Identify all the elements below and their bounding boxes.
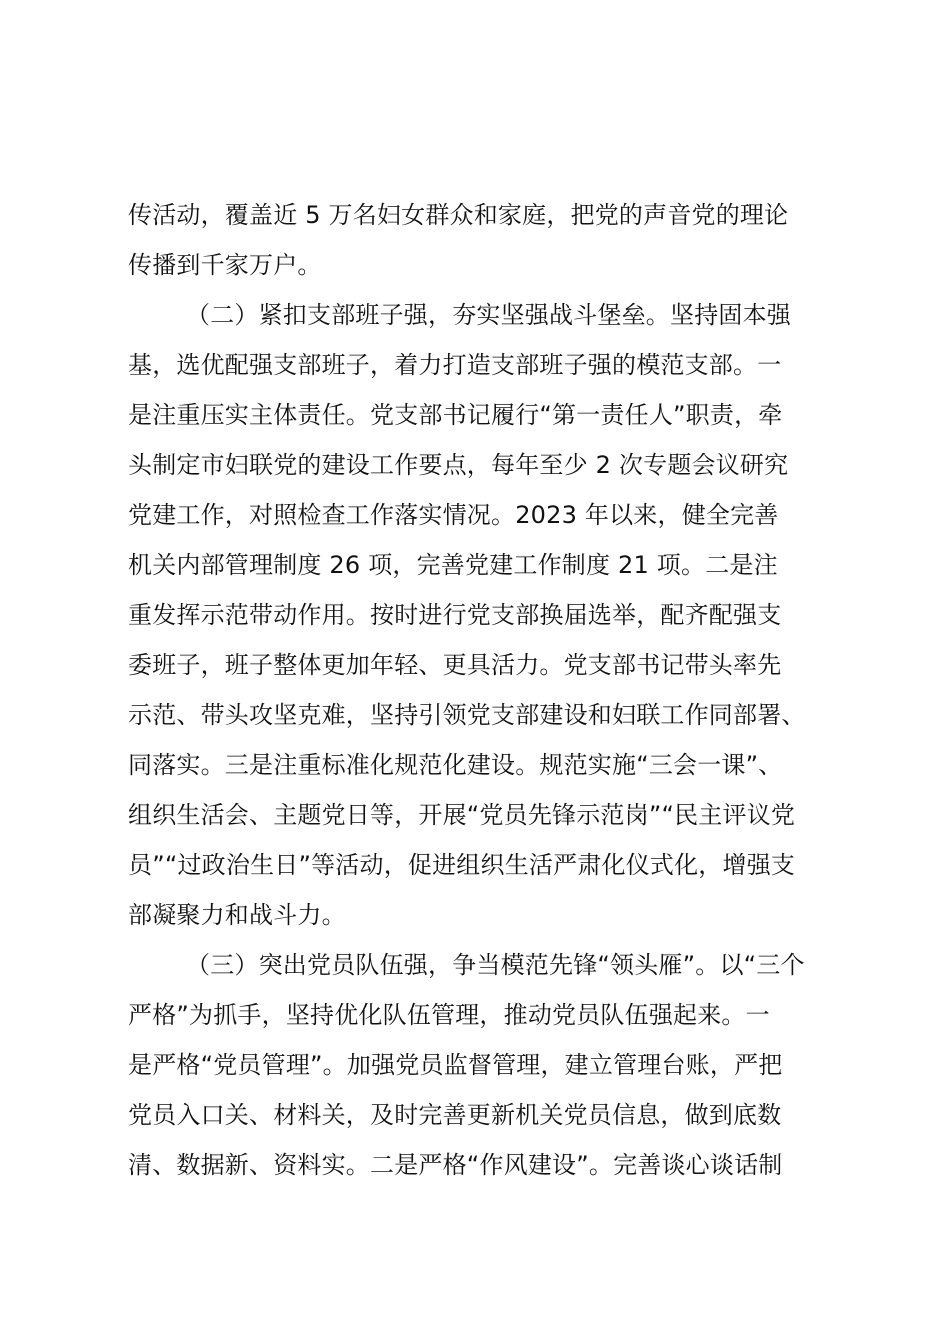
text-line: 组织生活会、主题党日等，开展“党员先锋示范岗”“民主评议党	[128, 801, 796, 829]
section-heading-line: （二）紧扣支部班子强，夯实坚强战斗堡垒。坚持固本强	[186, 301, 791, 329]
text-line: 基，选优配强支部班子，着力打造支部班子强的模范支部。一	[128, 351, 782, 379]
text-line: 头制定市妇联党的建设工作要点，每年至少 2 次专题会议研究	[128, 451, 789, 479]
text-line: 部凝聚力和战斗力。	[128, 901, 346, 929]
text-line: 是注重压实主体责任。党支部书记履行“第一责任人”职责，牵	[128, 401, 783, 429]
section-heading-line: （三）突出党员队伍强，争当模范先锋“领头雁”。以“三个	[186, 951, 805, 979]
text-line: 清、数据新、资料实。二是严格“作风建设”。完善谈心谈话制	[128, 1151, 783, 1179]
text-line: 是严格“党员管理”。加强党员监督管理，建立管理台账，严把	[128, 1051, 783, 1079]
text-line: 党员入口关、材料关，及时完善更新机关党员信息，做到底数	[128, 1101, 782, 1129]
text-line: 示范、带头攻坚克难，坚持引领党支部建设和妇联工作同部署、	[128, 701, 806, 729]
text-line: 党建工作，对照检查工作落实情况。2023 年以来，健全完善	[128, 501, 779, 529]
text-line: 传活动，覆盖近 5 万名妇女群众和家庭，把党的声音党的理论	[128, 201, 789, 229]
text-line: 机关内部管理制度 26 项，完善党建工作制度 21 项。二是注	[128, 551, 778, 579]
text-line: 严格”为抓手，坚持优化队伍管理，推动党员队伍强起来。一	[128, 1001, 770, 1029]
text-line: 传播到千家万户。	[128, 251, 322, 279]
text-line: 重发挥示范带动作用。按时进行党支部换届选举，配齐配强支	[128, 601, 782, 629]
text-line: 同落实。三是注重标准化规范化建设。规范实施“三会一课”、	[128, 751, 783, 779]
document-body	[128, 190, 828, 1190]
text-line: 委班子，班子整体更加年轻、更具活力。党支部书记带头率先	[128, 651, 782, 679]
text-line: 员”“过政治生日”等活动，促进组织生活严肃化仪式化，增强支	[128, 851, 796, 879]
